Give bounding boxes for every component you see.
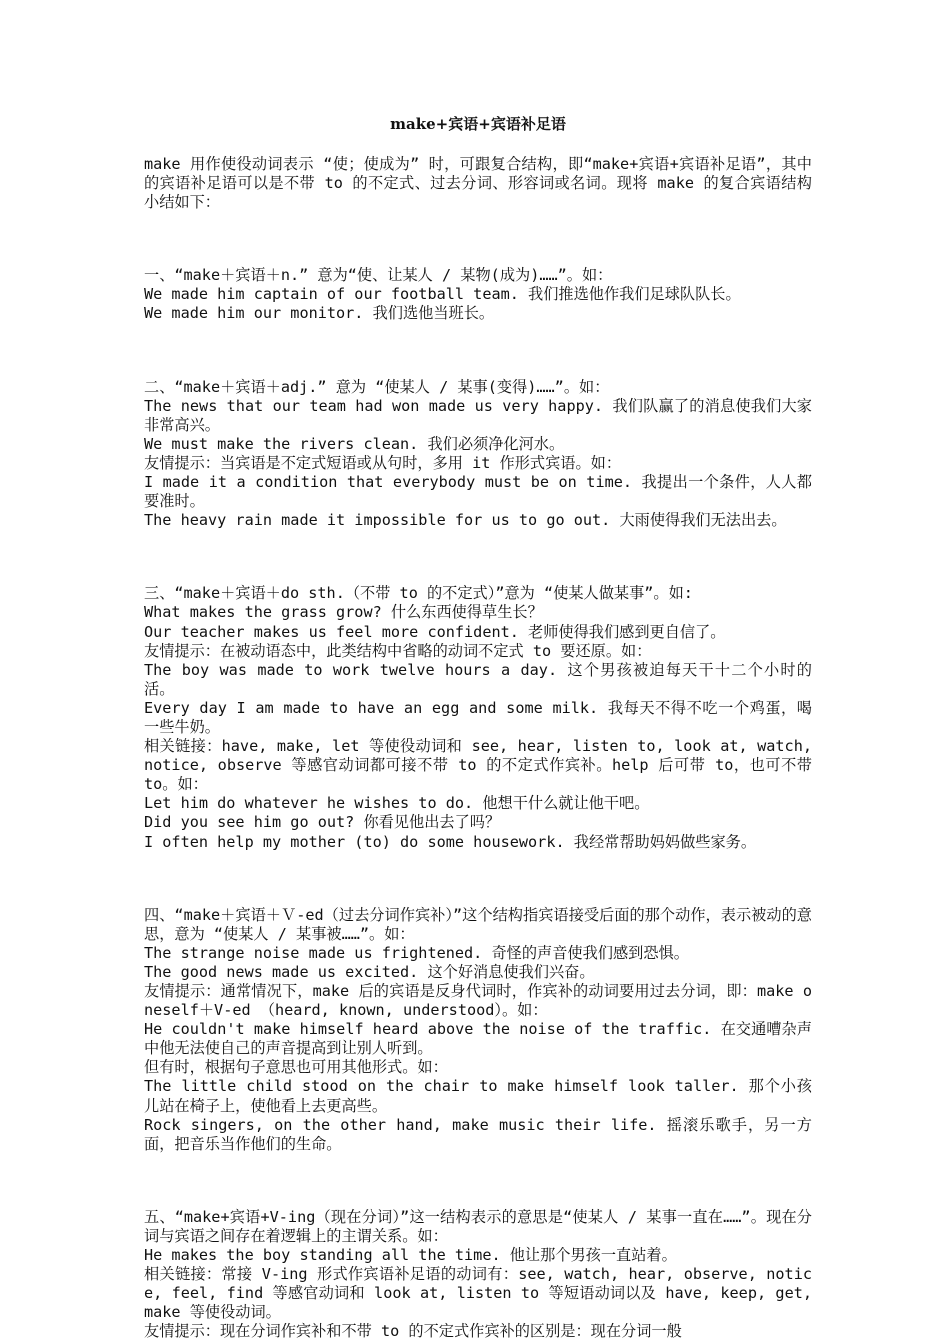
paragraph: 相关链接：have, make, let 等使役动词和 see, hear, listen to, look at, watch, notice, observe 等感官动词都可接不带 to 的不定式作宾补。help 后可带 to，也可不带 to。如： bbox=[144, 737, 812, 794]
paragraph: We must make the rivers clean. 我们必须净化河水。 bbox=[144, 434, 565, 453]
paragraph: 三、“make＋宾语＋do sth.（不带 to 的不定式）”意为 “使某人做某事”。如: bbox=[144, 584, 693, 603]
paragraph: The heavy rain made it impossible for us to go out. 大雨使得我们无法出去。 bbox=[144, 511, 787, 530]
paragraph-gap bbox=[144, 340, 812, 362]
paragraph: 友情提示：在被动语态中，此类结构中省略的动词不定式 to 要还原。如： bbox=[144, 641, 652, 660]
paragraph: 友情提示：当宾语是不定式短语或从句时，多用 it 作形式宾语。如： bbox=[144, 453, 622, 472]
document-page bbox=[144, 112, 812, 1342]
paragraph: The strange noise made us frightened. 奇怪的声音使我们感到恐惧。 bbox=[144, 943, 689, 962]
document-body bbox=[144, 155, 812, 1342]
paragraph: Let him do whatever he wishes to do. 他想干什么就让他干吧。 bbox=[144, 794, 650, 813]
paragraph: 友情提示：通常情况下，make 后的宾语是反身代词时，作宾补的动词要用过去分词，即：make oneself＋V-ed （heard, known, understood）。如： bbox=[144, 982, 812, 1020]
paragraph: I made it a condition that everybody must be on time. 我提出一个条件，人人都要准时。 bbox=[144, 473, 812, 511]
document-title: make+宾语+宾语补足语 bbox=[390, 115, 566, 133]
paragraph: Our teacher makes us feel more confident. 老师使得我们感到更自信了。 bbox=[144, 622, 726, 641]
paragraph: Every day I am made to have an egg and some milk. 我每天不得不吃一个鸡蛋，喝一些牛奶。 bbox=[144, 698, 812, 736]
paragraph: What makes the grass grow? 什么东西使得草生长？ bbox=[144, 603, 543, 622]
paragraph: We made him captain of our football team. 我们推选他作我们足球队队长。 bbox=[144, 285, 741, 304]
paragraph: The little child stood on the chair to make himself look taller. 那个小孩儿站在椅子上，使他看上去更高些。 bbox=[144, 1077, 812, 1115]
paragraph: 友情提示：现在分词作宾补和不带 to 的不定式作宾补的区别是：现在分词一般 bbox=[144, 1322, 682, 1341]
paragraph: 二、“make＋宾语＋adj.” 意为 “使某人 / 某事(变得)……”。如： bbox=[144, 377, 610, 396]
paragraph: 但有时，根据句子意思也可用其他形式。如： bbox=[144, 1058, 448, 1077]
paragraph: 四、“make＋宾语＋Ｖ-ed（过去分词作宾补）”这个结构指宾语接受后面的那个动作，表示被动的意思，意为 “使某人 / 某事被……”。如： bbox=[144, 905, 812, 943]
paragraph: Rock singers, on the other hand, make music their life. 摇滚乐歌手，另一方面，把音乐当作他们的生命。 bbox=[144, 1115, 812, 1153]
paragraph-gap bbox=[144, 228, 812, 250]
paragraph: He makes the boy standing all the time. 他让那个男孩一直站着。 bbox=[144, 1246, 677, 1265]
paragraph-gap bbox=[144, 546, 812, 568]
paragraph: I often help my mother (to) do some housework. 我经常帮助妈妈做些家务。 bbox=[144, 832, 757, 851]
paragraph: The good news made us excited. 这个好消息使我们兴奋。 bbox=[144, 962, 595, 981]
paragraph: 相关链接：常接 V-ing 形式作宾语补足语的动词有：see, watch, hear, observe, notice, feel, find 等感官动词和 look at, listen to 等短语动词以及 have, keep, get, make 等使役动词。 bbox=[144, 1265, 812, 1322]
paragraph: make 用作使役动词表示 “使；使成为” 时，可跟复合结构，即“make+宾语+宾语补足语”，其中的宾语补足语可以是不带 to 的不定式、过去分词、形容词或名词。现将 make 的复合宾语结构小结如下： bbox=[144, 155, 812, 212]
paragraph: 一、“make＋宾语＋n.” 意为“使、让某人 / 某物(成为)……”。如： bbox=[144, 266, 613, 285]
paragraph: 五、“make+宾语+V-ing（现在分词）”这一结构表示的意思是“使某人 / 某事一直在……”。现在分词与宾语之间存在着逻辑上的主谓关系。如： bbox=[144, 1207, 812, 1245]
paragraph: The boy was made to work twelve hours a day. 这个男孩被迫每天干十二个小时的活。 bbox=[144, 660, 812, 698]
paragraph-gap bbox=[144, 868, 812, 890]
paragraph: Did you see him go out? 你看见他出去了吗？ bbox=[144, 813, 501, 832]
paragraph: We made him our monitor. 我们选他当班长。 bbox=[144, 304, 495, 323]
paragraph: The news that our team had won made us very happy. 我们队赢了的消息使我们大家非常高兴。 bbox=[144, 396, 812, 434]
paragraph-gap bbox=[144, 1170, 812, 1192]
paragraph: He couldn't make himself heard above the noise of the traffic. 在交通嘈杂声中他无法使自己的声音提高到让别人听到。 bbox=[144, 1020, 812, 1058]
